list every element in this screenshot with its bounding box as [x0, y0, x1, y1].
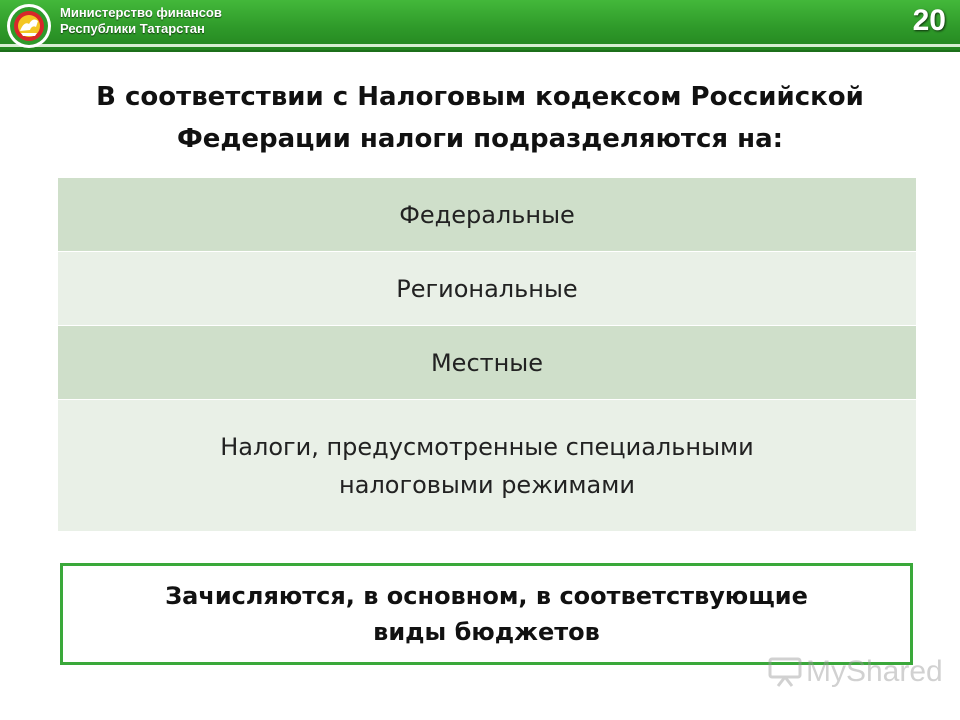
- tax-row-local: [58, 326, 916, 400]
- note-line-2: виды бюджетов: [373, 618, 600, 646]
- title-line-1: В соответствии с Налоговым кодексом Российской: [96, 82, 864, 112]
- header-band: [0, 0, 960, 52]
- tax-row-label: Региональные: [396, 274, 578, 303]
- tax-row-label-line-1: Налоги, предусмотренные специальными: [220, 432, 754, 461]
- tatarstan-emblem-icon: [6, 3, 52, 49]
- tax-row-special-regimes: [58, 400, 916, 532]
- watermark: [768, 652, 943, 692]
- tax-row-label-line-2: налоговыми режимами: [339, 470, 635, 499]
- ministry-line-1: Министерство финансов: [60, 5, 222, 20]
- ministry-name: [60, 5, 222, 37]
- tax-row-federal: [58, 178, 916, 252]
- projector-board-icon: [768, 657, 802, 687]
- slide-title: [40, 76, 920, 160]
- ministry-line-2: Республики Татарстан: [60, 21, 205, 36]
- tax-row-label: Федеральные: [399, 200, 575, 229]
- tax-row-regional: [58, 252, 916, 326]
- note-line-1: Зачисляются, в основном, в соответствующие: [165, 582, 808, 610]
- budget-note-box: [60, 563, 913, 665]
- header-stripe: [0, 44, 960, 47]
- tax-row-label: Местные: [430, 348, 544, 377]
- slide-number: 20: [912, 4, 946, 37]
- watermark-text: MyShared: [806, 655, 943, 688]
- tax-types-table: [58, 178, 916, 532]
- title-line-2: Федерации налоги подразделяются на:: [176, 124, 784, 154]
